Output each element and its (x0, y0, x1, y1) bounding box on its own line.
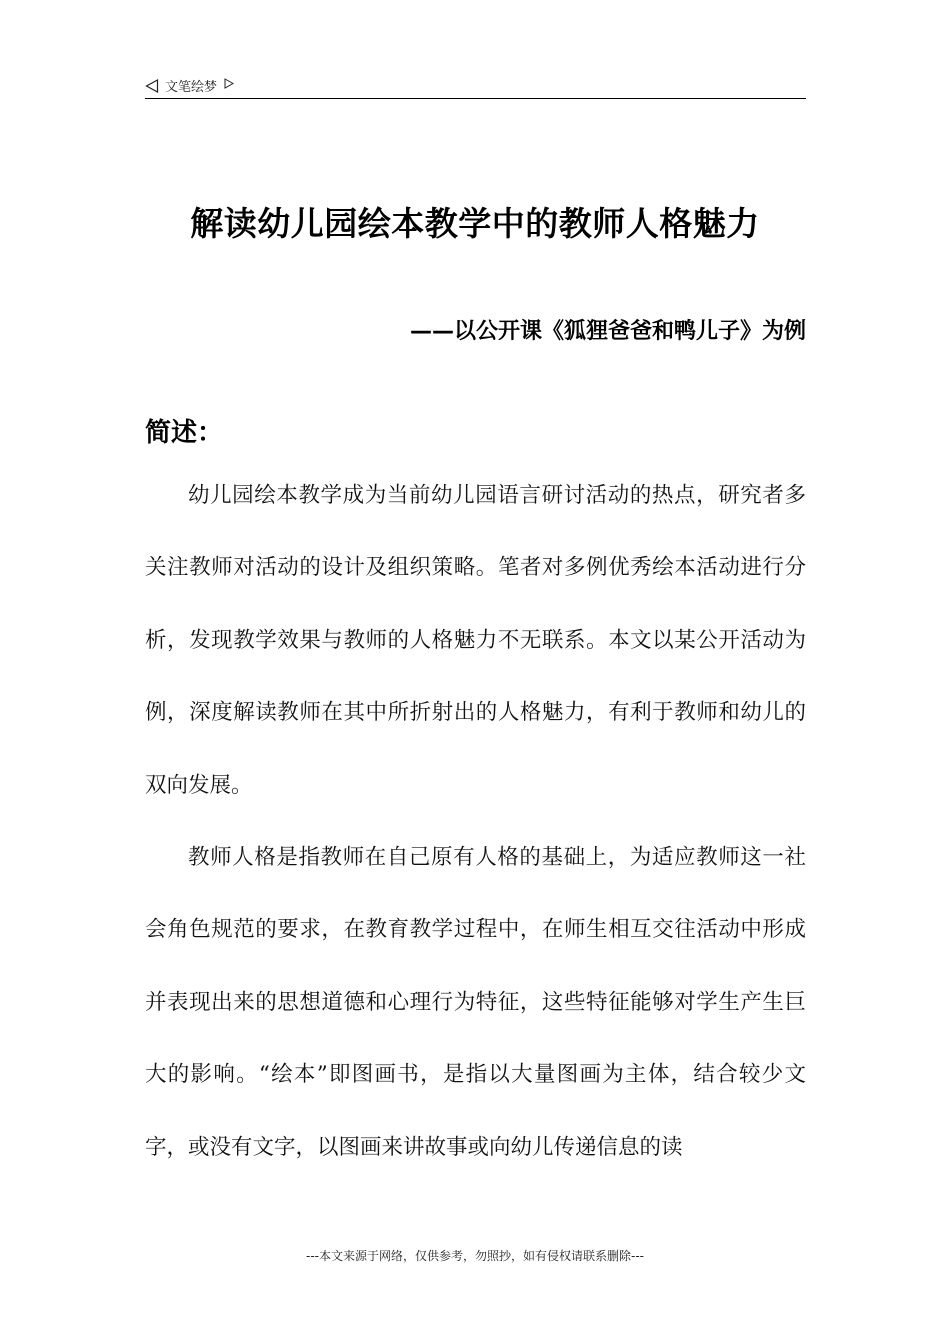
triangle-left-icon (145, 79, 159, 93)
body-paragraph-2: 教师人格是指教师在自己原有人格的基础上，为适应教师这一社会角色规范的要求，在教育教学过程中，在师生相互交往活动中形成并表现出来的思想道德和心理行为特征，这些特征能够对学生产生巨大的影响。“绘本”即图画书，是指以大量图画为主体，结合较少文字，或没有文字，以图画来讲故事或向幼儿传递信息的读 (145, 845, 806, 1160)
document-subtitle: ——以公开课《狐狸爸爸和鸭儿子》为例 (409, 319, 806, 344)
footer-notice: ---本文来源于网络，仅供参考，勿照抄，如有侵权请联系删除--- (306, 1249, 644, 1263)
header-label: 文笔绘梦 (165, 80, 218, 95)
page-header (145, 74, 806, 99)
section-heading: 简述： (145, 418, 224, 448)
header-label-group (145, 76, 234, 95)
triangle-right-icon (224, 78, 234, 89)
document-title: 解读幼儿园绘本教学中的教师人格魅力 (190, 204, 760, 243)
body-paragraph-1: 幼儿园绘本教学成为当前幼儿园语言研讨活动的热点，研究者多关注教师对活动的设计及组织策略。笔者对多例优秀绘本活动进行分析，发现教学效果与教师的人格魅力不无联系。本文以某公开活动为例，深度解读教师在其中所折射出的人格魅力，有利于教师和幼儿的双向发展。 (145, 483, 806, 798)
